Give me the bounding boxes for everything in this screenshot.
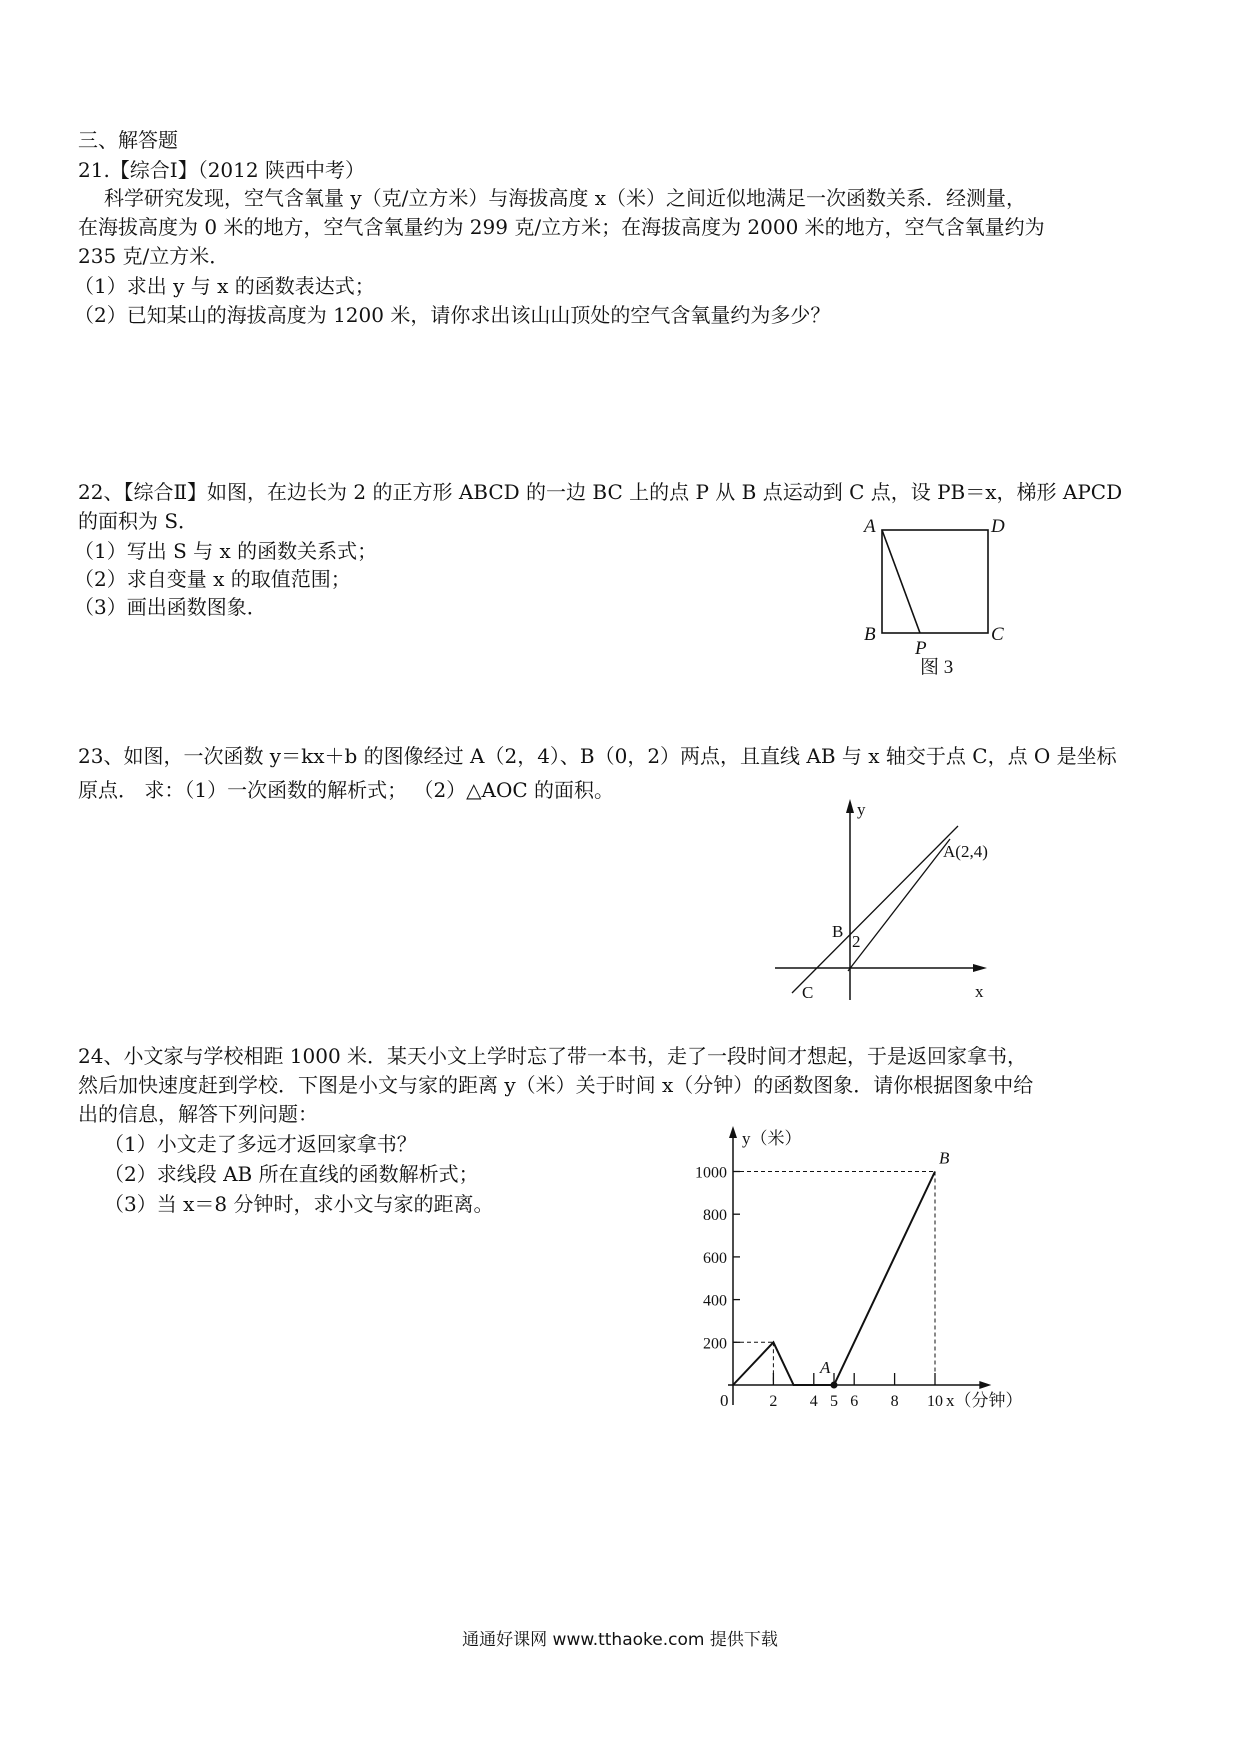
label-b: B [864,624,876,645]
q22-part-2: （2）求自变量 x 的取值范围； [74,567,351,591]
point-c-label: C [802,983,814,1002]
y-axis-arrow [846,799,854,813]
q24-body: 24、小文家与学校相距 1000 米．某天小文上学时忘了带一本书，走了一段时间才想起，于是返回家拿书，然后加快速度赶到学校．下图是小文与家的距离 y（米）关于时间 x（分钟）的函数图象．请你根据图象中给出的信息，解答下列问题： [78,1044,1034,1126]
distance-line [733,1172,935,1386]
y-tick-label: 600 [703,1249,727,1267]
point-a-label: A(2,4) [943,842,988,861]
q22-heading: 22、【综合Ⅱ】如图，在边长为 2 的正方形 ABCD 的一边 BC 上的点 P 从 B 点运动到 C 点，设 PB＝x，梯形 APCD [78,480,1123,504]
x-axis-label: x [975,982,984,1001]
y-tick-label: 1000 [695,1164,727,1182]
label-p: P [915,638,927,659]
square-abcd [882,530,988,633]
b-value-label: 2 [852,932,861,951]
x-tick-label: 4 [809,1393,818,1410]
x-axis-title: x（分钟） [946,1391,1023,1410]
q22-part-3: （3）画出函数图象． [74,595,267,619]
q23-line-2: 原点． 求：（1）一次函数的解析式； （2）△AOC 的面积。 [78,778,615,802]
section-title: 三、解答题 [78,128,178,152]
q21-part-2: （2）已知某山的海拔高度为 1200 米，请你求出该山山顶处的空气含氧量约为多少？ [74,303,831,327]
y-axis-title: y（米） [742,1129,802,1148]
square-figure [860,510,1030,680]
label-c: C [991,624,1004,645]
q23-line-1: 23、如图，一次函数 y＝kx＋b 的图像经过 A（2，4）、B（0，2）两点，且直线 AB 与 x 轴交于点 C，点 O 是坐标 [78,744,1117,768]
segment-ap [882,530,920,633]
label-a: A [864,516,876,537]
y-tick-label: 800 [703,1207,727,1225]
q21-part-1: （1）求出 y 与 x 的函数表达式； [74,274,375,298]
y-axis-arrow [729,1126,737,1138]
x-axis-arrow [973,964,987,972]
y-axis-label: y [857,800,866,819]
q21-body: 科学研究发现，空气含氧量 y（克/立方米）与海拔高度 x（米）之间近似地满足一次函数关系．经测量，在海拔高度为 0 米的地方，空气含氧量约为 299 克/立方米；在海拔高度为 2000 米的地方，空气含氧量约为 235 克/立方米． [78,186,1045,268]
label-d: D [991,516,1005,537]
point-a-dot [831,1382,838,1389]
x-tick-label: 6 [850,1393,859,1410]
distance-time-chart [680,1120,1040,1420]
line-oa [848,839,950,971]
x-tick-label: 5 [830,1393,838,1410]
q23-graph [770,795,1010,1010]
y-tick-label: 400 [703,1292,727,1310]
point-a-label: A [820,1358,831,1377]
q24-part-3: （3）当 x＝8 分钟时，求小文与家的距离。 [104,1192,494,1216]
x-tick-label: 2 [769,1393,778,1410]
origin-label: 0 [720,1391,729,1410]
x-axis-arrow [979,1381,991,1389]
y-tick-label: 200 [703,1335,727,1353]
q22-heading-cont: 的面积为 S． [78,509,199,533]
q21-heading: 21.【综合Ⅰ】（2012 陕西中考） [78,158,365,182]
x-tick-label: 8 [890,1393,899,1410]
figure-caption: 图 3 [920,657,954,678]
q24-part-1: （1）小文走了多远才返回家拿书？ [104,1132,417,1156]
point-b-label: B [939,1148,950,1168]
q22-part-1: （1）写出 S 与 x 的函数关系式； [74,539,378,563]
q24-part-2: （2）求线段 AB 所在直线的函数解析式； [104,1162,479,1186]
x-tick-label: 10 [927,1393,943,1410]
page-footer: 通通好课网 www.tthaoke.com 提供下载 [462,1630,778,1650]
point-b-label: B [832,922,844,941]
